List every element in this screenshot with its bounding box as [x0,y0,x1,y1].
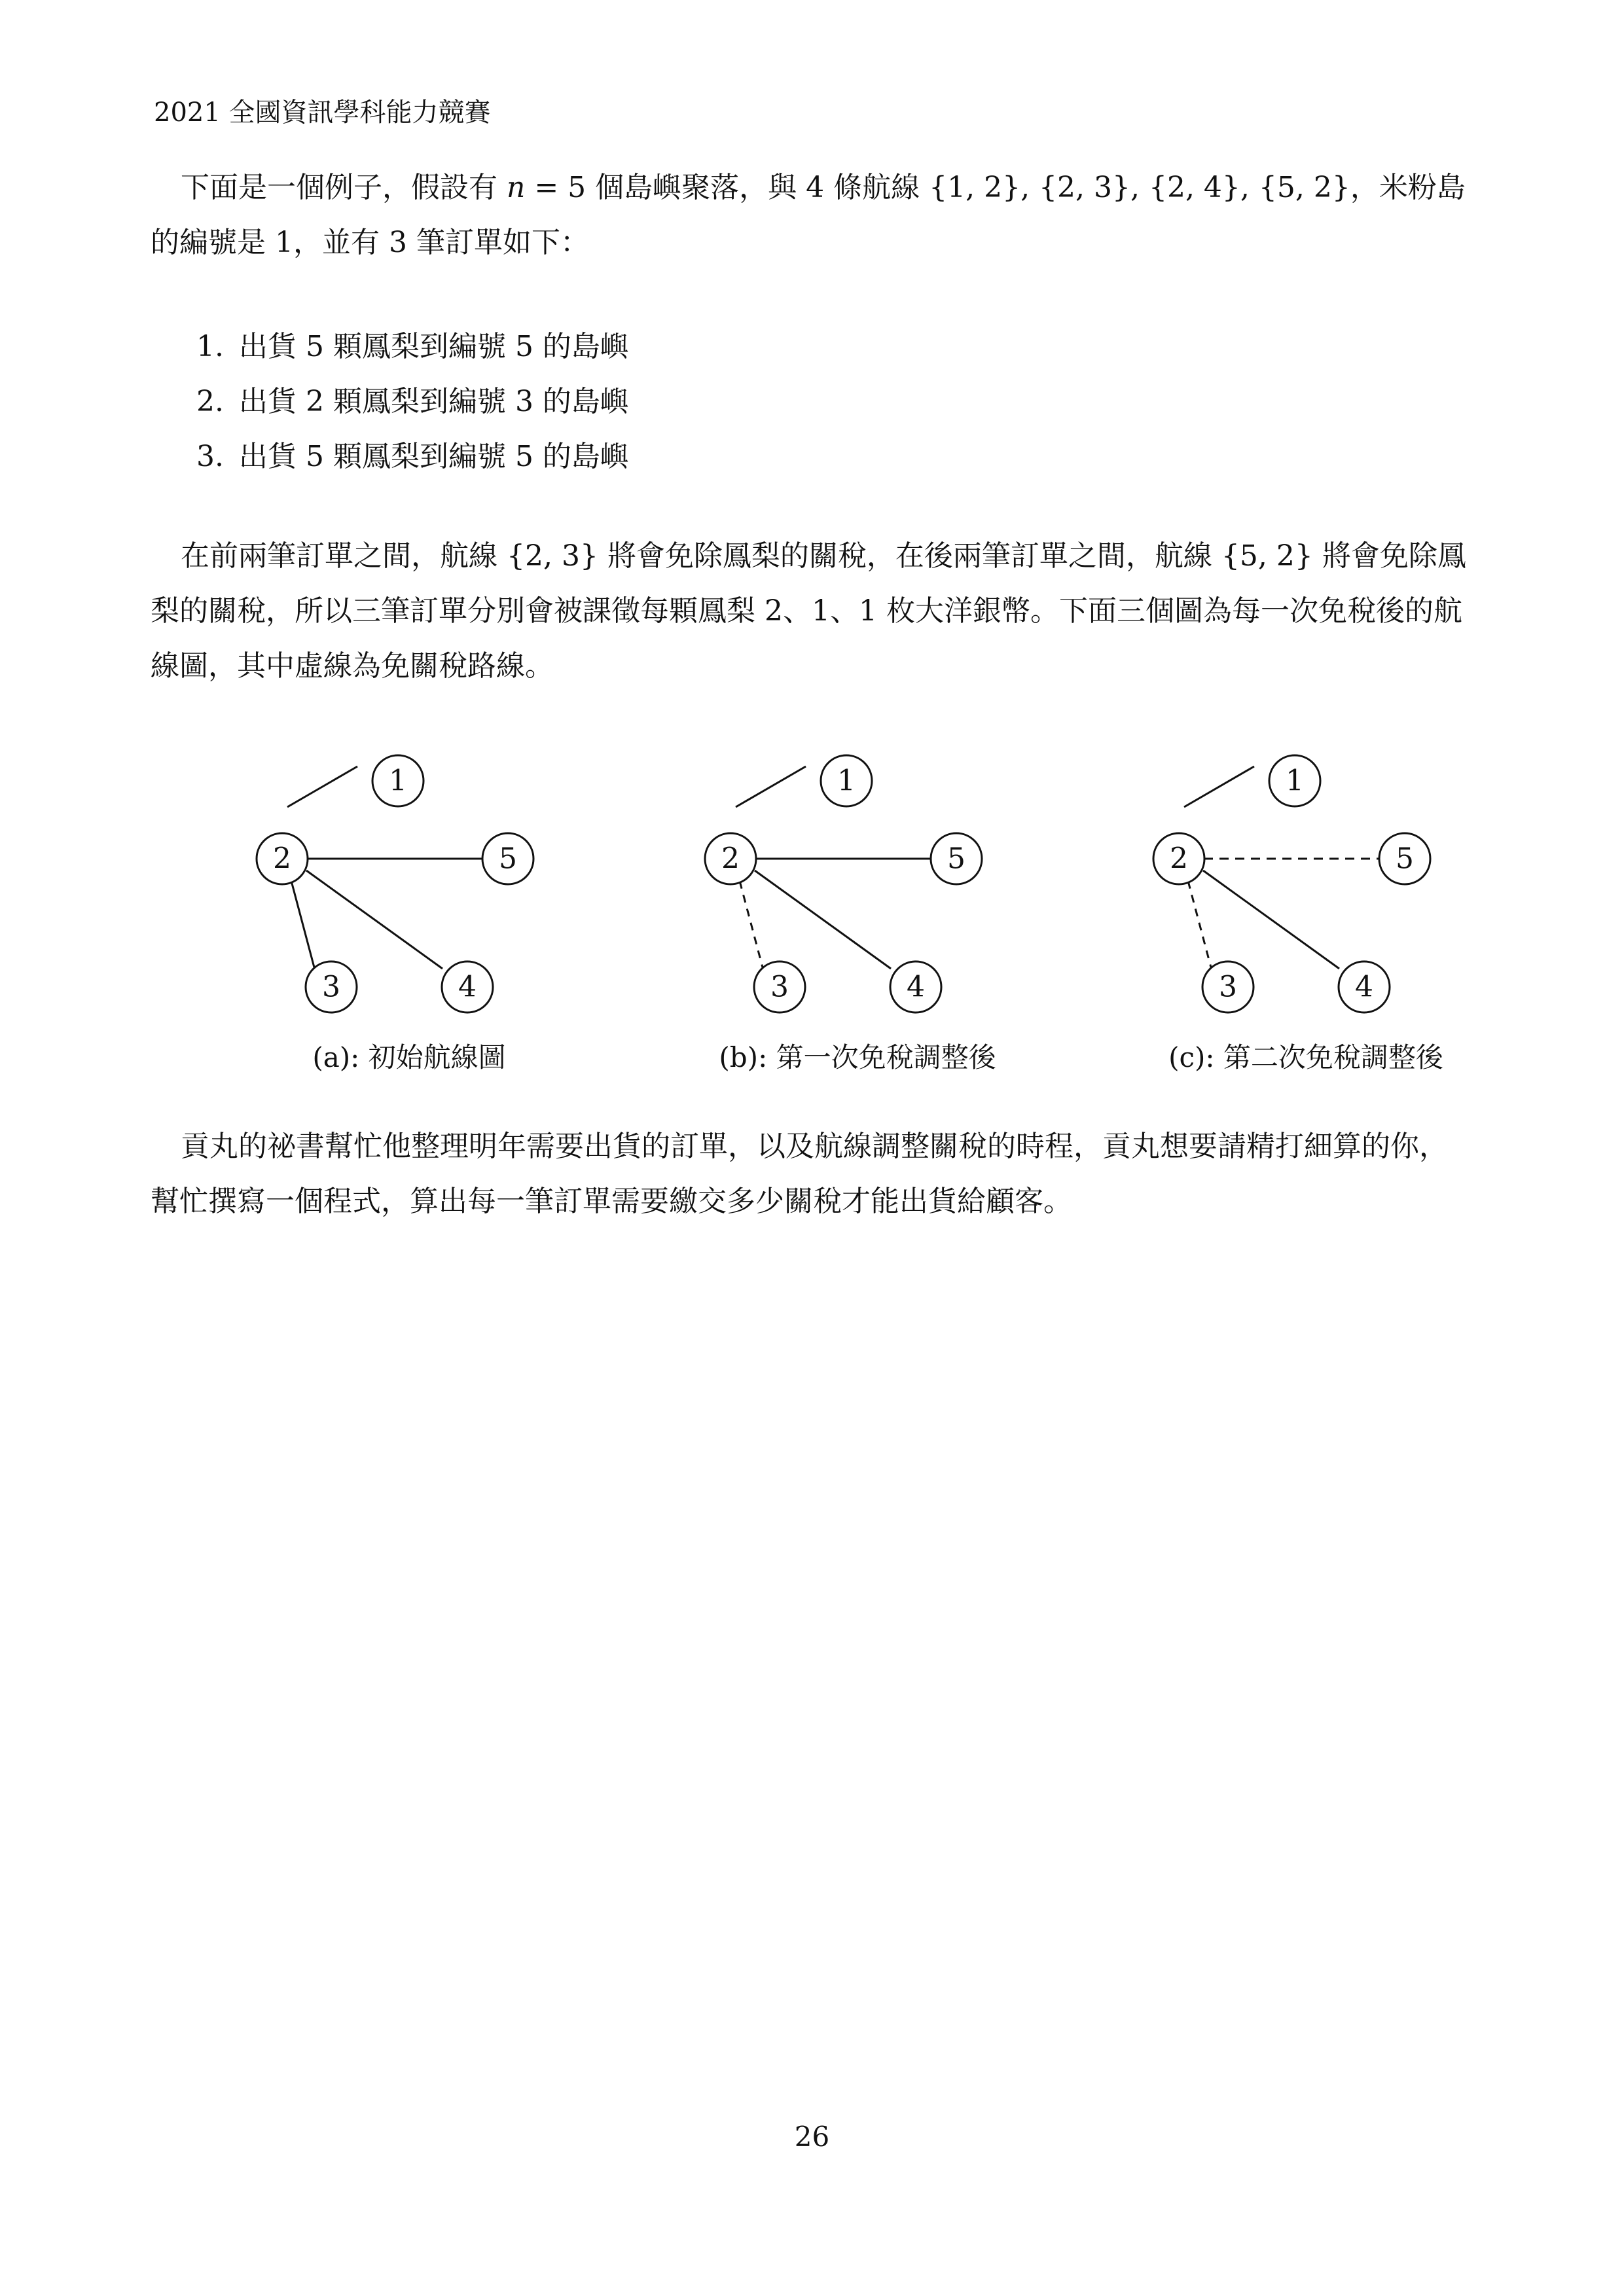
list-item [196,319,629,374]
intro-text-b: = 5 個島嶼聚落，與 4 條航線 {1, 2}, {2, 3}, {2, 4}, {5, 2}，米粉島的編號是 1，並有 3 筆訂單如下： [151,171,1466,259]
edge-2-3 [291,881,314,967]
edge-2-1 [736,766,806,807]
figure-row [0,740,1624,1080]
intro-paragraph [151,160,1473,270]
page-header: 2021 全國資訊學科能力競賽 [154,98,491,128]
node-label: 3 [770,970,789,1004]
list-item-text: 出貨 5 顆鳳梨到編號 5 的島嶼 [239,440,629,473]
figure-caption-a: (a): 初始航線圖 [312,1041,506,1073]
figure-caption-c: (c): 第二次免稅調整後 [1168,1041,1443,1073]
edge-2-4 [1203,870,1339,969]
list-item-number: 2. [196,385,224,418]
list-item [196,374,629,429]
intro-text-a: 下面是一個例子，假設有 [181,171,507,204]
node-label: 1 [1286,764,1304,798]
list-item-text: 出貨 2 顆鳳梨到編號 3 的島嶼 [239,385,629,418]
node-label: 2 [721,842,740,876]
list-item-number: 1. [196,330,224,363]
node-label: 1 [837,764,856,798]
list-item-text: 出貨 5 顆鳳梨到編號 5 的島嶼 [239,330,629,363]
edge-2-4 [306,870,442,969]
figure-caption-b: (b): 第一次免稅調整後 [719,1041,996,1073]
node-label: 4 [1355,970,1373,1004]
list-item-number: 3. [196,440,224,473]
graph-figure-a [249,740,550,1028]
node-label: 4 [907,970,925,1004]
edge-2-3-dashed [1188,881,1211,967]
edge-2-1 [287,766,357,807]
variable-n: n [507,171,526,204]
node-label: 3 [322,970,340,1004]
node-label: 5 [947,842,965,876]
node-label: 5 [1396,842,1414,876]
node-label: 1 [389,764,407,798]
closing-paragraph: 貢丸的祕書幫忙他整理明年需要出貨的訂單，以及航線調整關稅的時程，貢丸想要請精打細算的你，幫忙撰寫一個程式，算出每一筆訂單需要繳交多少關稅才能出貨給顧客。 [151,1130,1448,1218]
node-label: 2 [1170,842,1188,876]
page-number: 26 [794,2121,830,2153]
edge-2-4 [755,870,891,969]
graph-figure-c [1146,740,1447,1028]
list-item [196,429,629,484]
node-label: 4 [458,970,477,1004]
edge-2-3-dashed [740,881,763,967]
graph-figure-b [697,740,998,1028]
explanation-paragraph: 在前兩筆訂單之間，航線 {2, 3} 將會免除鳳梨的關稅，在後兩筆訂單之間，航線 {5, 2} 將會免除鳳梨的關稅，所以三筆訂單分別會被課徵每顆鳳梨 2、1、1 枚大洋銀幣。下面三個圖為每一次免稅後的航線圖，其中虛線為免關稅路線。 [151,539,1466,683]
node-label: 5 [499,842,517,876]
node-label: 2 [273,842,291,876]
order-list [196,319,629,484]
edge-2-1 [1184,766,1254,807]
node-label: 3 [1219,970,1237,1004]
